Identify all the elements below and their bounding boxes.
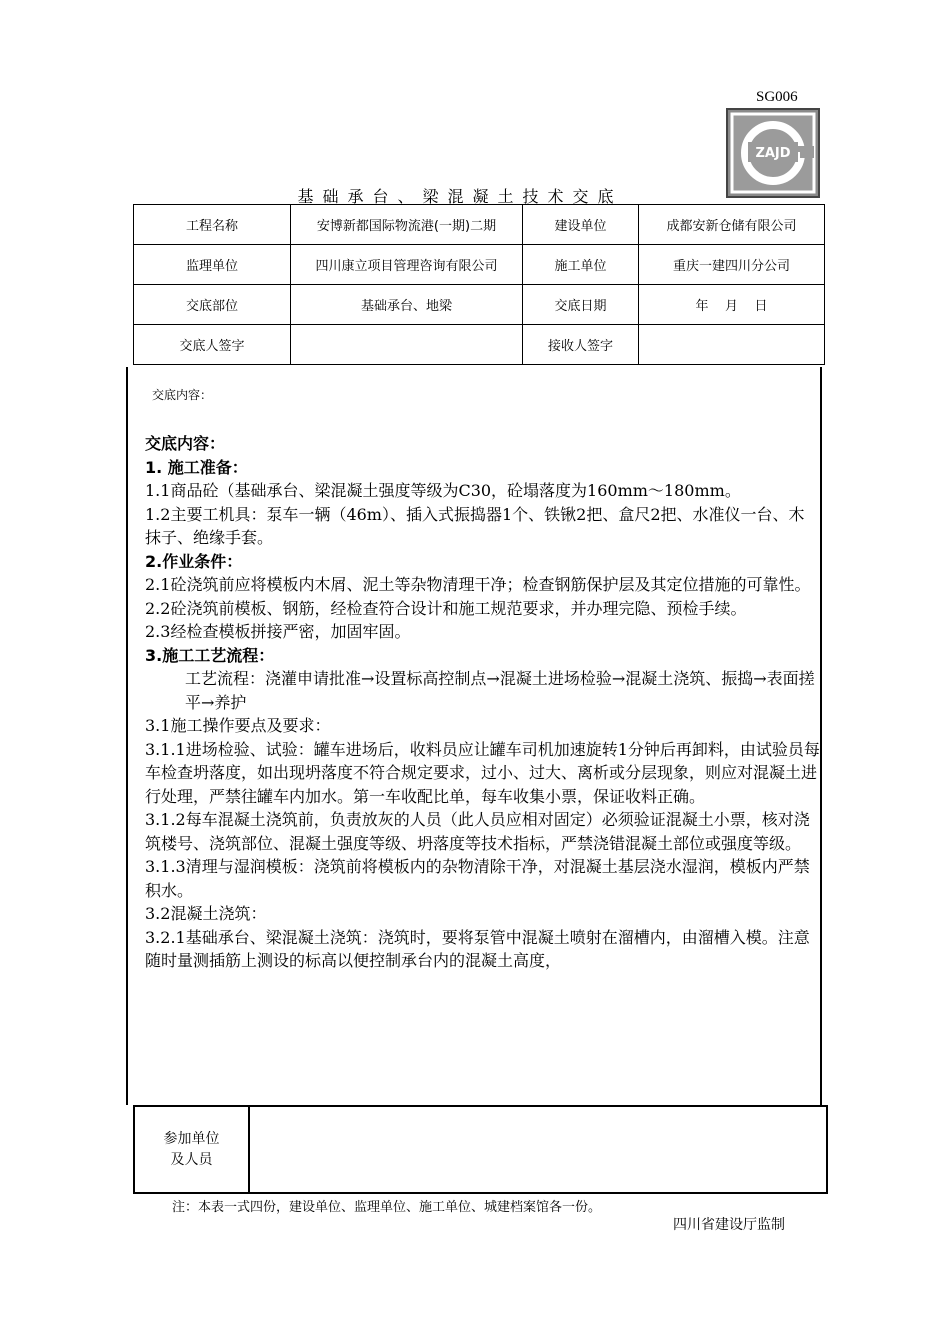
section-heading: 3.施工工艺流程： [145,645,275,665]
location-label: 交底部位 [134,285,291,325]
content-label: 交底内容： [152,388,213,402]
date-label: 交底日期 [523,285,639,325]
content-paragraph: 3.2混凝土浇筑： [145,904,267,923]
client-label: 建设单位 [523,205,639,245]
location-value: 基础承台、地梁 [291,285,523,325]
content-paragraph: 1.2主要工机具：泵车一辆（46m）、插入式振捣器1个、铁锹2把、盒尺2把、水准仪一台、木抹子、绝缘手套。 [145,504,805,547]
content-paragraph: 3.1.2每车混凝土浇筑前，负责放灰的人员（此人员应相对固定）必须验证混凝土小票，核对浇筑楼号、浇筑部位、混凝土强度等级、坍落度等技术指标，严禁浇错混凝土部位或强度等级。 [145,810,810,853]
process-flow: 工艺流程：浇灌申请批准→设置标高控制点→混凝土进场检验→混凝土浇筑、振捣→表面搓平→养护 [185,669,815,712]
receiver-sign-label: 接收人签字 [523,325,639,365]
table-row [134,325,825,365]
table-row [134,285,825,325]
section-heading: 1. 施工准备： [145,457,248,477]
table-row [134,205,825,245]
issuer: 四川省建设厅监制 [673,1217,785,1233]
content-paragraph: 3.1.1进场检验、试验：罐车进场后，收料员应让罐车司机加速旋转1分钟后再卸料，由试验员每车检查坍落度，如出现坍落度不符合规定要求，过小、过大、离析或分层现象，则应对混凝土进行处理，严禁往罐车内加水。第一车收配比单，每车收集小票，保证收料正确。 [145,739,820,806]
logo-text: ZAJD [755,146,791,161]
participants-table [133,1105,828,1194]
content-paragraph: 2.1砼浇筑前应将模板内木屑、泥土等杂物清理干净；检查钢筋保护层及其定位措施的可靠性。 [145,575,811,594]
zajd-logo [726,108,820,198]
supervisor-label: 监理单位 [134,245,291,285]
footnote: 注：本表一式四份，建设单位、监理单位、施工单位、城建档案馆各一份。 [172,1200,602,1215]
supervisor-value: 四川康立项目管理咨询有限公司 [291,245,523,285]
participants-field[interactable] [250,1107,826,1192]
project-name-label: 工程名称 [134,205,291,245]
content-paragraph: 3.1施工操作要点及要求： [145,716,331,735]
table-row [134,245,825,285]
content-paragraph: 2.2砼浇筑前模板、钢筋，经检查符合设计和施工规范要求，并办理完隐、预检手续。 [145,598,747,618]
briefer-sign-label: 交底人签字 [134,325,291,365]
document-title: 基础承台、梁混凝土技术交底 [297,187,623,206]
date-value: 年 月 日 [639,285,825,325]
project-name-value: 安博新都国际物流港(一期)二期 [291,205,523,245]
contractor-label: 施工单位 [523,245,639,285]
client-value: 成都安新仓储有限公司 [639,205,825,245]
content-paragraph: 3.2.1基础承台、梁混凝土浇筑：浇筑时，要将泵管中混凝土喷射在溜槽内，由溜槽入模。注意随时量测插筋上测设的标高以便控制承台内的混凝土高度， [145,927,810,970]
contractor-value: 重庆一建四川分公司 [639,245,825,285]
receiver-sign-field[interactable] [639,325,825,365]
content-body [145,432,820,1104]
section-heading: 2.作业条件： [145,551,243,571]
participants-label-line1: 参加单位 [163,1130,220,1147]
participants-label [135,1107,250,1192]
content-paragraph: 1.1商品砼（基础承台、梁混凝土强度等级为C30，砼塌落度为160mm～180mm。 [145,481,741,500]
content-paragraph: 2.3经检查模板拼接严密，加固牢固。 [145,622,411,641]
form-code: SG006 [756,89,798,105]
participants-label-line2: 及人员 [170,1151,213,1168]
content-paragraph: 3.1.3清理与湿润模板：浇筑前将模板内的杂物清除干净，对混凝土基层浇水湿润，模板内严禁积水。 [145,857,810,900]
briefer-sign-field[interactable] [291,325,523,365]
info-table [133,204,825,365]
content-heading: 交底内容： [145,434,226,453]
